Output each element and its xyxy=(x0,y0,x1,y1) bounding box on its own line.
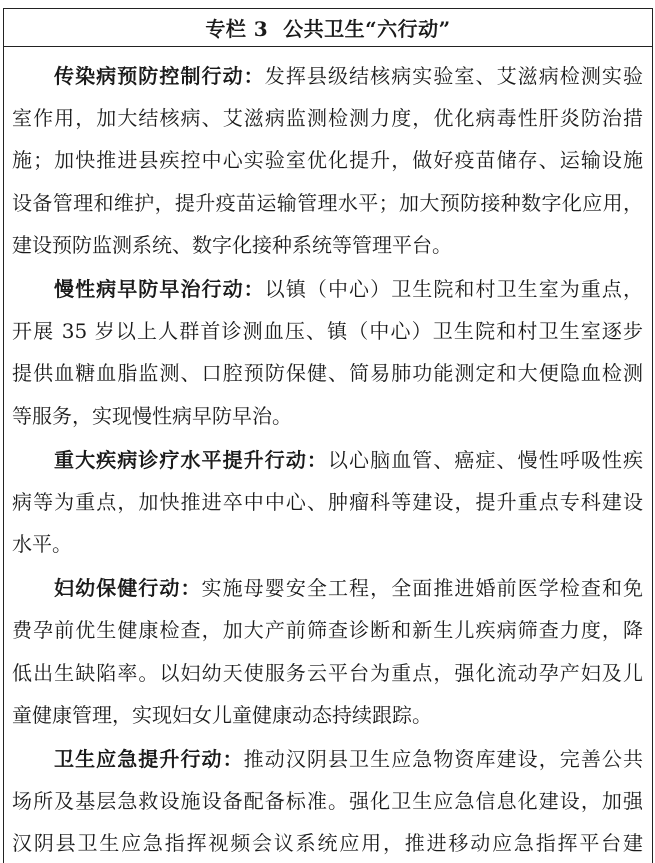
paragraph-line: 场所及基层急救设施设备配备标准。强化卫生应急信息化建设，加强 xyxy=(12,789,643,814)
paragraph-line: 室作用，加大结核病、艾滋病监测检测力度，优化病毒性肝炎防治措 xyxy=(12,106,643,131)
paragraph-line: 设备管理和维护，提升疫苗运输管理水平；加大预防接种数字化应用， xyxy=(12,190,643,215)
paragraph-line xyxy=(12,439,643,481)
action-heading: 慢性病早防早治行动： xyxy=(54,276,265,301)
column-box xyxy=(3,8,653,863)
paragraph-line: 开展 35 岁以上人群首诊测血压、镇（中心）卫生院和村卫生室逐步 xyxy=(12,319,643,344)
paragraph-line: 提供血糖血脂监测、口腔预防保健、简易肺功能测定和大便隐血检测 xyxy=(12,361,643,386)
paragraph-chronic-disease xyxy=(12,268,643,437)
paragraph-text: 推动汉阴县卫生应急物资库建设，完善公共 xyxy=(243,747,643,771)
column-content xyxy=(4,47,652,863)
paragraph-line: 等服务，实现慢性病早防早治。 xyxy=(12,403,292,428)
paragraph-text: 实施母婴安全工程，全面推进婚前医学检查和免 xyxy=(201,576,643,601)
paragraph-line xyxy=(12,738,643,780)
paragraph-health-emergency xyxy=(12,738,643,863)
paragraph-line: 低出生缺陷率。以妇幼天使服务云平台为重点，强化流动孕产妇及儿 xyxy=(12,660,643,685)
paragraph-line: 病等为重点，加快推进卒中中心、肿瘤科等建设，提升重点专科建设 xyxy=(12,489,643,514)
paragraph-infectious-disease xyxy=(12,55,643,266)
paragraph-line xyxy=(12,268,643,310)
paragraph-line: 费孕前优生健康检查，加大产前筛查诊断和新生儿疾病筛查力度，降 xyxy=(12,618,643,643)
paragraph-line xyxy=(12,55,643,97)
paragraph-line: 汉阴县卫生应急指挥视频会议系统应用，推进移动应急指挥平台建 xyxy=(12,831,643,856)
paragraph-major-disease xyxy=(12,439,643,566)
paragraph-text: 以镇（中心）卫生院和村卫生室为重点， xyxy=(264,276,643,301)
column-title: 专栏 3 公共卫生“六行动” xyxy=(4,9,652,47)
paragraph-line: 建设预防监测系统、数字化接种系统等管理平台。 xyxy=(12,232,452,257)
paragraph-line: 施；加快推进县疾控中心实验室优化提升，做好疫苗储存、运输设施 xyxy=(12,148,643,173)
paragraph-text: 以心脑血管、癌症、慢性呼吸性疾 xyxy=(327,447,643,472)
paragraph-line xyxy=(12,567,643,609)
paragraph-line: 童健康管理，实现妇女儿童健康动态持续跟踪。 xyxy=(12,702,432,727)
action-heading: 传染病预防控制行动： xyxy=(54,64,265,88)
paragraph-maternal-child xyxy=(12,567,643,736)
action-heading: 妇幼保健行动： xyxy=(54,576,202,601)
action-heading: 重大疾病诊疗水平提升行动： xyxy=(54,447,328,472)
paragraph-line: 水平。 xyxy=(12,532,72,557)
action-heading: 卫生应急提升行动： xyxy=(54,747,244,771)
paragraph-text: 发挥县级结核病实验室、艾滋病检测实验 xyxy=(264,64,643,88)
